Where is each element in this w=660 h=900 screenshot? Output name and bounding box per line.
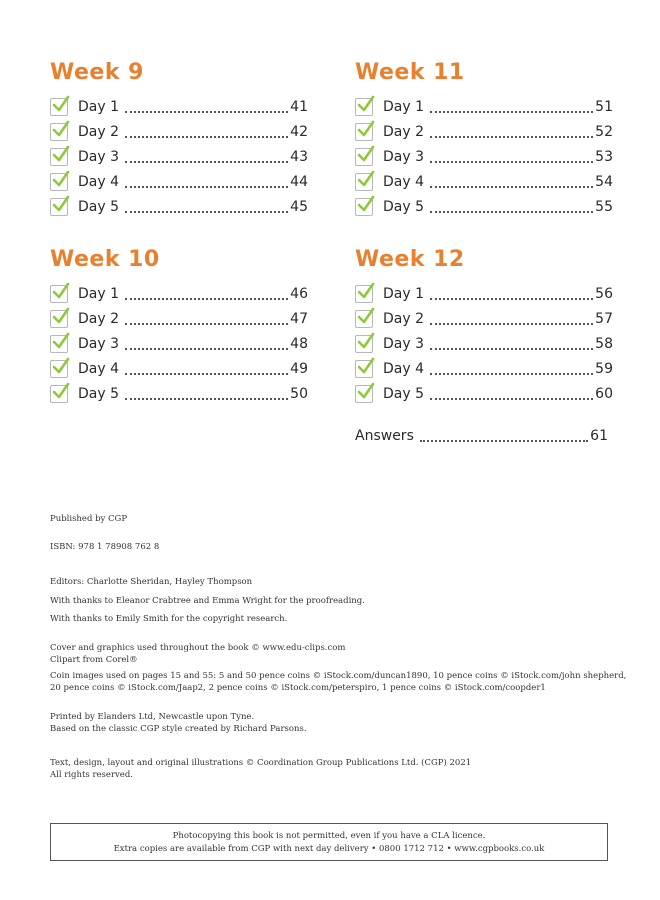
checkbox-checked-icon[interactable]: [355, 310, 373, 328]
day-entry: [50, 306, 308, 331]
dot-leader: [125, 323, 288, 325]
dot-leader: [430, 398, 593, 400]
dot-leader: [430, 111, 593, 113]
day-entry: [50, 331, 308, 356]
photocopy-notice: Photocopying this book is not permitted, even if you have a CLA licence.: [172, 831, 486, 841]
day-label: Day 2: [78, 310, 120, 327]
page-number: 55: [595, 198, 613, 215]
answers-label: Answers: [355, 428, 414, 444]
page-number: 52: [595, 123, 613, 140]
editors: Editors: Charlotte Sheridan, Hayley Thompson: [50, 577, 253, 587]
page-number: 43: [290, 148, 308, 165]
day-label: Day 4: [78, 360, 120, 377]
day-entry: [50, 94, 308, 119]
day-entry: [50, 169, 308, 194]
dot-leader: [430, 161, 593, 163]
dot-leader: [430, 186, 593, 188]
proofreading-thanks: With thanks to Eleanor Crabtree and Emma Wright for the proofreading.: [50, 596, 365, 606]
dot-leader: [125, 186, 288, 188]
dot-leader: [125, 161, 288, 163]
day-label: Day 4: [78, 173, 120, 190]
week-section: [355, 245, 613, 406]
page-number: 47: [290, 310, 308, 327]
checkbox-checked-icon[interactable]: [355, 148, 373, 166]
page-number: 49: [290, 360, 308, 377]
checkbox-checked-icon[interactable]: [355, 173, 373, 191]
checkbox-checked-icon[interactable]: [50, 310, 68, 328]
checkbox-checked-icon[interactable]: [50, 123, 68, 141]
dot-leader: [430, 211, 593, 213]
week-section: [50, 58, 308, 219]
checkbox-checked-icon[interactable]: [50, 173, 68, 191]
day-entry: [355, 169, 613, 194]
page-number: 59: [595, 360, 613, 377]
copyright-notice: Text, design, layout and original illustrations © Coordination Group Publications Ltd. (CGP) 2021: [50, 758, 472, 768]
day-label: Day 5: [383, 198, 425, 215]
dot-leader: [125, 348, 288, 350]
day-label: Day 3: [383, 335, 425, 352]
answers-page-number: 61: [590, 428, 608, 444]
checkbox-checked-icon[interactable]: [355, 98, 373, 116]
page-number: 51: [595, 98, 613, 115]
page-number: 56: [595, 285, 613, 302]
dot-leader: [430, 323, 593, 325]
checkbox-checked-icon[interactable]: [355, 385, 373, 403]
week-section: [50, 245, 308, 406]
page-number: 45: [290, 198, 308, 215]
dot-leader: [125, 111, 288, 113]
page-number: 54: [595, 173, 613, 190]
checkbox-checked-icon[interactable]: [50, 148, 68, 166]
printed-by: Printed by Elanders Ltd, Newcastle upon Tyne.: [50, 712, 255, 722]
clipart-credit: Clipart from Corel®: [50, 655, 138, 665]
day-label: Day 3: [383, 148, 425, 165]
dot-leader: [125, 211, 288, 213]
copyright-research-thanks: With thanks to Emily Smith for the copyright research.: [50, 614, 288, 624]
week-title: Week 12: [355, 247, 465, 272]
day-label: Day 4: [383, 173, 425, 190]
page-number: 57: [595, 310, 613, 327]
answers-entry: [355, 424, 608, 448]
dot-leader: [430, 348, 593, 350]
day-entry: [50, 356, 308, 381]
extra-copies-notice: Extra copies are available from CGP with next day delivery • 0800 1712 712 • www.cgpbooks.co.uk: [113, 844, 545, 854]
day-label: Day 1: [78, 98, 120, 115]
checkbox-checked-icon[interactable]: [355, 335, 373, 353]
dot-leader: [125, 373, 288, 375]
day-label: Day 2: [383, 123, 425, 140]
all-rights-reserved: All rights reserved.: [50, 770, 133, 780]
day-entry: [50, 281, 308, 306]
dot-leader: [125, 398, 288, 400]
day-label: Day 4: [383, 360, 425, 377]
day-label: Day 3: [78, 335, 120, 352]
page-number: 41: [290, 98, 308, 115]
week-title: Week 11: [355, 60, 465, 85]
checkbox-checked-icon[interactable]: [50, 360, 68, 378]
day-label: Day 1: [78, 285, 120, 302]
checkbox-checked-icon[interactable]: [50, 98, 68, 116]
day-label: Day 2: [383, 310, 425, 327]
dot-leader: [125, 136, 288, 138]
page-number: 60: [595, 385, 613, 402]
checkbox-checked-icon[interactable]: [50, 285, 68, 303]
dot-leader: [430, 373, 593, 375]
week-title: Week 9: [50, 60, 144, 85]
based-on: Based on the classic CGP style created by Richard Parsons.: [50, 724, 307, 734]
coin-images-credit-cont: 20 pence coins © iStock.com/Jaap2, 2 pence coins © iStock.com/peterspiro, 1 pence coins © iStock.com/coopder1: [50, 683, 546, 693]
day-entry: [355, 306, 613, 331]
day-label: Day 3: [78, 148, 120, 165]
day-entry: [355, 331, 613, 356]
coin-images-credit: Coin images used on pages 15 and 55: 5 and 50 pence coins © iStock.com/duncan1890, 10 pence coins © iStock.com/john shepherd,: [50, 671, 627, 681]
day-label: Day 5: [78, 198, 120, 215]
day-entry: [355, 94, 613, 119]
dot-leader: [430, 136, 593, 138]
photocopy-notice-box: [50, 823, 608, 861]
checkbox-checked-icon[interactable]: [355, 360, 373, 378]
day-entry: [355, 194, 613, 219]
day-entry: [50, 194, 308, 219]
checkbox-checked-icon[interactable]: [50, 385, 68, 403]
checkbox-checked-icon[interactable]: [355, 285, 373, 303]
day-entry: [355, 119, 613, 144]
day-label: Day 1: [383, 285, 425, 302]
page-number: 53: [595, 148, 613, 165]
day-entry: [355, 381, 613, 406]
published-by: Published by CGP: [50, 514, 128, 524]
dot-leader: [430, 298, 593, 300]
week-title: Week 10: [50, 247, 160, 272]
page-number: 50: [290, 385, 308, 402]
day-label: Day 5: [383, 385, 425, 402]
day-entry: [50, 119, 308, 144]
checkbox-checked-icon[interactable]: [50, 335, 68, 353]
checkbox-checked-icon[interactable]: [355, 198, 373, 216]
day-entry: [50, 381, 308, 406]
checkbox-checked-icon[interactable]: [50, 198, 68, 216]
cover-credit: Cover and graphics used throughout the book © www.edu-clips.com: [50, 643, 346, 653]
day-entry: [50, 144, 308, 169]
page-number: 48: [290, 335, 308, 352]
dot-leader: [420, 440, 588, 442]
page-number: 42: [290, 123, 308, 140]
day-label: Day 2: [78, 123, 120, 140]
day-entry: [355, 356, 613, 381]
page-number: 44: [290, 173, 308, 190]
isbn: ISBN: 978 1 78908 762 8: [50, 542, 160, 552]
day-entry: [355, 281, 613, 306]
checkbox-checked-icon[interactable]: [355, 123, 373, 141]
dot-leader: [125, 298, 288, 300]
page-number: 46: [290, 285, 308, 302]
day-label: Day 1: [383, 98, 425, 115]
week-section: [355, 58, 613, 219]
day-entry: [355, 144, 613, 169]
page-number: 58: [595, 335, 613, 352]
day-label: Day 5: [78, 385, 120, 402]
